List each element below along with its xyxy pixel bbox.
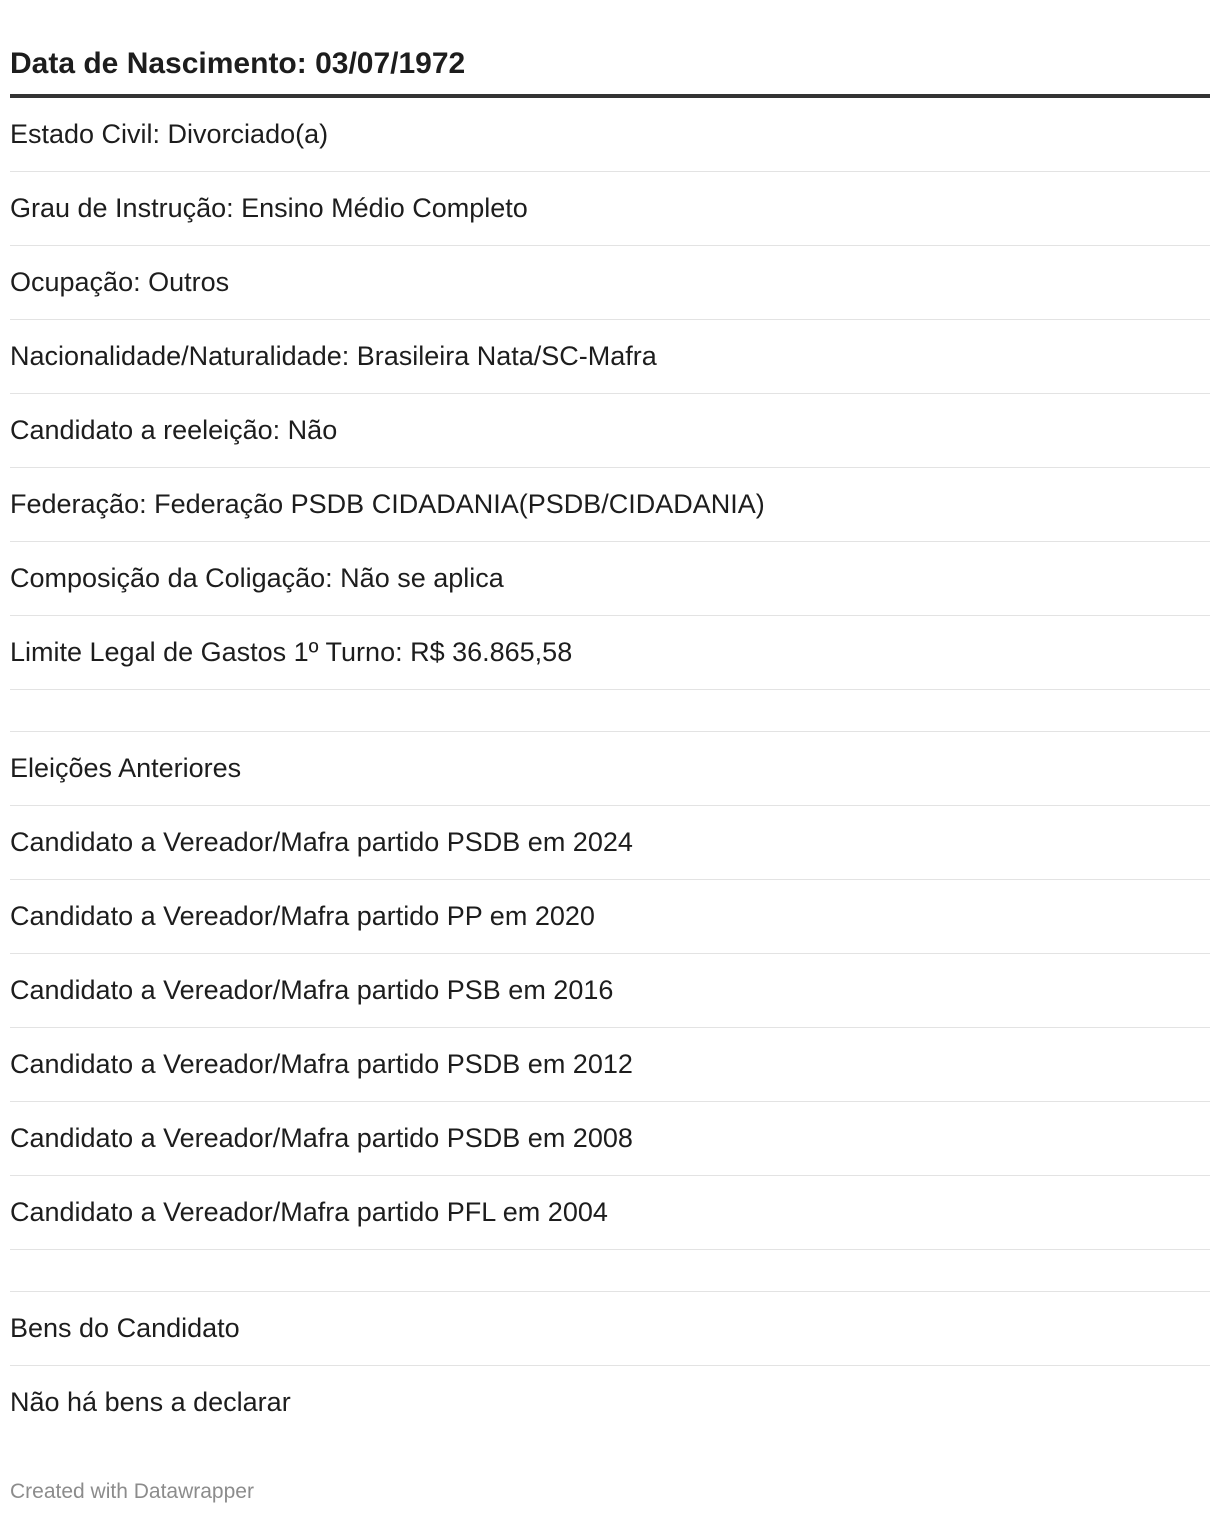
previous-election-item: Candidato a Vereador/Mafra partido PFL em 2004 bbox=[10, 1176, 1210, 1250]
table-row-nationality: Nacionalidade/Naturalidade: Brasileira Nata/SC-Mafra bbox=[10, 320, 1210, 394]
table-row-occupation: Ocupação: Outros bbox=[10, 246, 1210, 320]
table-row-marital-status: Estado Civil: Divorciado(a) bbox=[10, 98, 1210, 172]
table-row-empty bbox=[10, 1250, 1210, 1292]
table-row-spending-limit: Limite Legal de Gastos 1º Turno: R$ 36.865,58 bbox=[10, 616, 1210, 690]
previous-election-item: Candidato a Vereador/Mafra partido PP em 2020 bbox=[10, 880, 1210, 954]
table-header-birth-date: Data de Nascimento: 03/07/1972 bbox=[10, 28, 1210, 98]
assets-heading: Bens do Candidato bbox=[10, 1292, 1210, 1366]
datawrapper-credit[interactable]: Created with Datawrapper bbox=[10, 1480, 254, 1503]
table-row-reelection: Candidato a reeleição: Não bbox=[10, 394, 1210, 468]
candidate-table bbox=[10, 28, 1210, 1440]
previous-election-item: Candidato a Vereador/Mafra partido PSDB em 2008 bbox=[10, 1102, 1210, 1176]
previous-election-item: Candidato a Vereador/Mafra partido PSB em 2016 bbox=[10, 954, 1210, 1028]
table-row-federation: Federação: Federação PSDB CIDADANIA(PSDB/CIDADANIA) bbox=[10, 468, 1210, 542]
assets-text: Não há bens a declarar bbox=[10, 1387, 291, 1417]
previous-election-item: Candidato a Vereador/Mafra partido PSDB em 2024 bbox=[10, 806, 1210, 880]
previous-election-item: Candidato a Vereador/Mafra partido PSDB em 2012 bbox=[10, 1028, 1210, 1102]
table-row-empty bbox=[10, 690, 1210, 732]
table-row-education: Grau de Instrução: Ensino Médio Completo bbox=[10, 172, 1210, 246]
table-row-coalition: Composição da Coligação: Não se aplica bbox=[10, 542, 1210, 616]
previous-elections-heading: Eleições Anteriores bbox=[10, 732, 1210, 806]
